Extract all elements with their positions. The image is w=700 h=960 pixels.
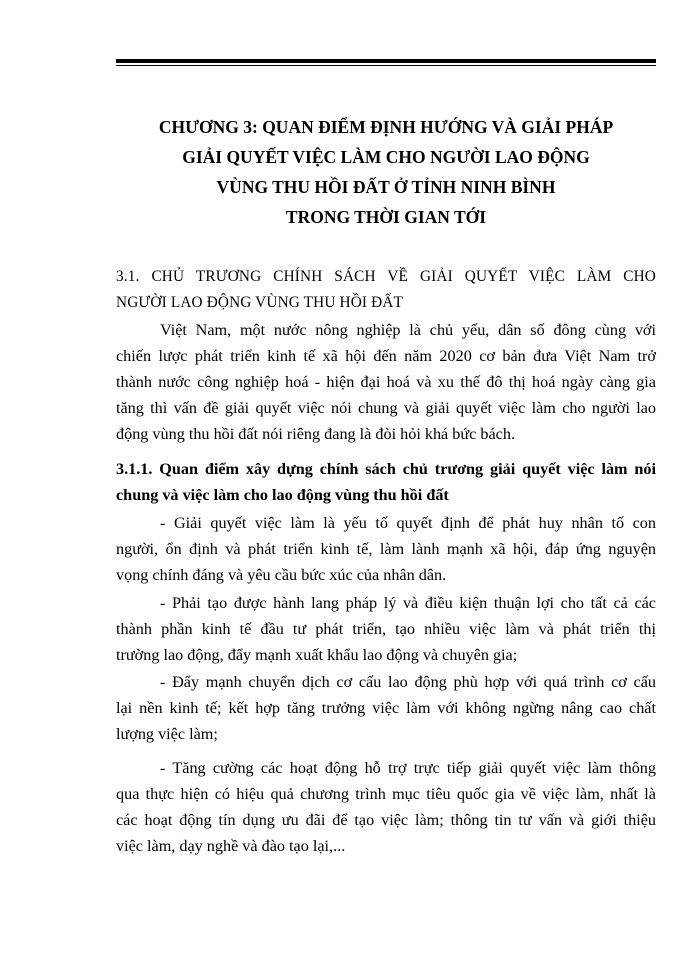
bullet-paragraph <box>116 755 656 859</box>
paragraph-line: - Phải tạo được hành lang pháp lý và điều kiện thuận lợi cho tất cả các <box>160 594 656 612</box>
paragraph-line: qua thực hiện có hiệu quả chương trình mục tiêu quốc gia về việc làm, nhất là <box>116 785 656 803</box>
paragraph-line: các hoạt động tín dụng ưu đãi để tạo việc làm; thông tin tư vấn và giới thiệu <box>116 811 656 829</box>
heading-line: NGƯỜI LAO ĐỘNG VÙNG THU HỒI ĐẤT <box>116 294 404 311</box>
heading-line: 3.1.1. Quan điểm xây dựng chính sách chủ trương giải quyết việc làm nói <box>116 460 656 478</box>
paragraph-line: thành phần kinh tế đầu tư phát triển, tạo nhiều việc làm và phát triển thị <box>116 620 656 638</box>
paragraph-line: tăng thì vấn đề giải quyết việc nói chung và giải quyết việc làm cho người lao <box>116 399 656 417</box>
paragraph-line: lại nền kinh tế; kết hợp tăng trưởng việc làm với không ngừng nâng cao chất <box>116 699 656 717</box>
paragraph-line: người, ổn định và phát triển kinh tế, làm lành mạnh xã hội, đáp ứng nguyện <box>116 540 656 558</box>
chapter-title-line: TRONG THỜI GIAN TỚI <box>285 207 487 227</box>
chapter-title-line: CHƯƠNG 3: QUAN ĐIỂM ĐỊNH HƯỚNG VÀ GIẢI PHÁP <box>158 117 614 137</box>
paragraph-line: trường lao động, đẩy mạnh xuất khẩu lao động và chuyên gia; <box>116 646 518 664</box>
section-3-1-heading <box>116 264 656 316</box>
bullet-paragraph <box>116 669 656 747</box>
chapter-title-line: GIẢI QUYẾT VIỆC LÀM CHO NGƯỜI LAO ĐỘNG <box>182 147 590 167</box>
paragraph-line: việc làm, dạy nghề và đào tạo lại,... <box>116 837 346 855</box>
heading-line: chung và việc làm cho lao động vùng thu hồi đất <box>116 486 449 504</box>
paragraph-line: vọng chính đáng và yêu cầu bức xúc của nhân dân. <box>116 566 447 584</box>
section-3-1-1-heading <box>116 456 656 508</box>
intro-paragraph <box>116 317 656 447</box>
paragraph-line: động vùng thu hồi đất nói riêng đang là đòi hỏi khá bức bách. <box>116 425 515 443</box>
heading-line: 3.1. CHỦ TRƯƠNG CHÍNH SÁCH VỀ GIẢI QUYẾT VIỆC LÀM CHO <box>116 268 656 285</box>
paragraph-line: - Giải quyết việc làm là yếu tố quyết định để phát huy nhân tố con <box>160 514 656 532</box>
bullet-paragraph <box>116 590 656 668</box>
paragraph-line: thành nước công nghiệp hoá - hiện đại hoá và xu thế đô thị hoá ngày càng gia <box>116 373 656 391</box>
bullet-paragraph <box>116 510 656 588</box>
chapter-title-line: VÙNG THU HỒI ĐẤT Ở TỈNH NINH BÌNH <box>216 177 556 197</box>
header-rule-thick <box>116 59 656 63</box>
paragraph-line: - Đẩy mạnh chuyển dịch cơ cấu lao động phù hợp với quá trình cơ cấu <box>160 673 656 691</box>
paragraph-line: - Tăng cường các hoạt động hỗ trợ trực tiếp giải quyết việc làm thông <box>160 759 656 777</box>
header-rule-thin <box>116 65 656 66</box>
paragraph-line: lượng việc làm; <box>116 725 218 743</box>
paragraph-line: Việt Nam, một nước nông nghiệp là chủ yếu, dân số đông cùng với <box>160 321 656 339</box>
chapter-title <box>116 112 656 232</box>
paragraph-line: chiến lược phát triển kinh tế xã hội đến năm 2020 cơ bản đưa Việt Nam trở <box>116 347 656 365</box>
